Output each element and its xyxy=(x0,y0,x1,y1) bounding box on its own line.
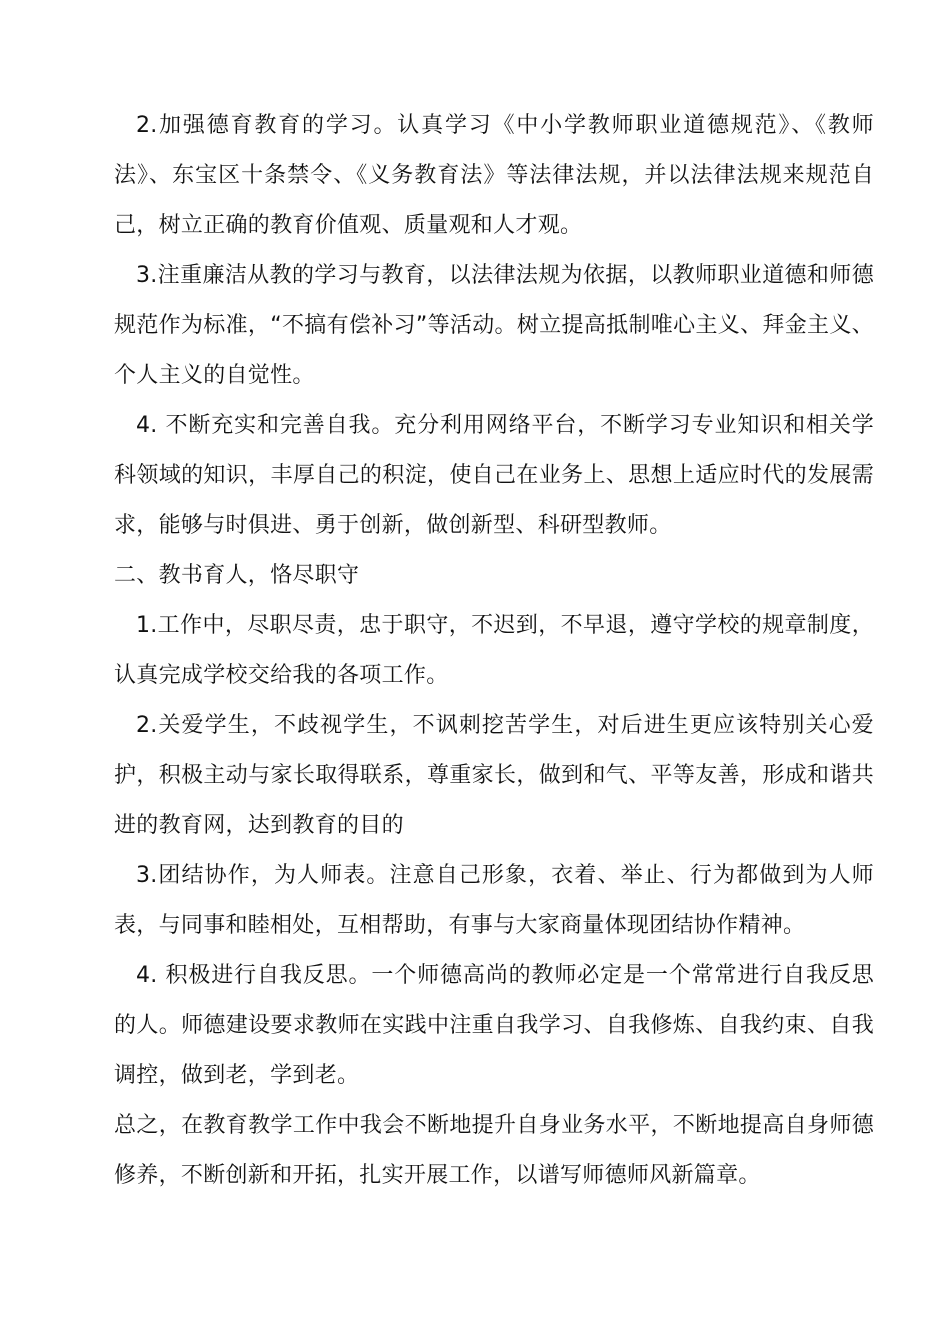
document-body xyxy=(114,101,874,1201)
paragraph-moral-education-study: 2.加强德育教育的学习。认真学习《中小学教师职业道德规范》、《教师法》、东宝区十条禁令、《义务教育法》等法律法规，并以法律法规来规范自己，树立正确的教育价值观、质量观和人才观。 xyxy=(114,113,874,238)
section-heading-teaching-duty: 二、教书育人，恪尽职守 xyxy=(114,563,360,588)
paragraph-teamwork-role-model: 3.团结协作，为人师表。注意自己形象，衣着、举止、行为都做到为人师表，与同事和睦相处，互相帮助，有事与大家商量体现团结协作精神。 xyxy=(114,863,874,938)
paragraph-self-reflection: 4. 积极进行自我反思。一个师德高尚的教师必定是一个常常进行自我反思的人。师德建设要求教师在实践中注重自我学习、自我修炼、自我约束、自我调控，做到老，学到老。 xyxy=(114,963,874,1088)
paragraph-conclusion: 总之，在教育教学工作中我会不断地提升自身业务水平，不断地提高自身师德修养，不断创新和开拓，扎实开展工作，以谱写师德师风新篇章。 xyxy=(114,1113,874,1188)
paragraph-care-for-students: 2.关爱学生，不歧视学生，不讽刺挖苦学生，对后进生更应该特别关心爱护，积极主动与家长取得联系，尊重家长，做到和气、平等友善，形成和谐共进的教育网，达到教育的目的 xyxy=(114,713,874,838)
paragraph-work-duty: 1.工作中，尽职尽责，忠于职守，不迟到，不早退，遵守学校的规章制度，认真完成学校交给我的各项工作。 xyxy=(114,613,874,688)
paragraph-self-improvement: 4. 不断充实和完善自我。充分利用网络平台，不断学习专业知识和相关学科领域的知识，丰厚自己的积淀，使自己在业务上、思想上适应时代的发展需求，能够与时俱进、勇于创新，做创新型、科研型教师。 xyxy=(114,413,874,538)
paragraph-integrity-teaching: 3.注重廉洁从教的学习与教育，以法律法规为依据，以教师职业道德和师德规范作为标准，“不搞有偿补习”等活动。树立提高抵制唯心主义、拜金主义、个人主义的自觉性。 xyxy=(114,263,874,388)
